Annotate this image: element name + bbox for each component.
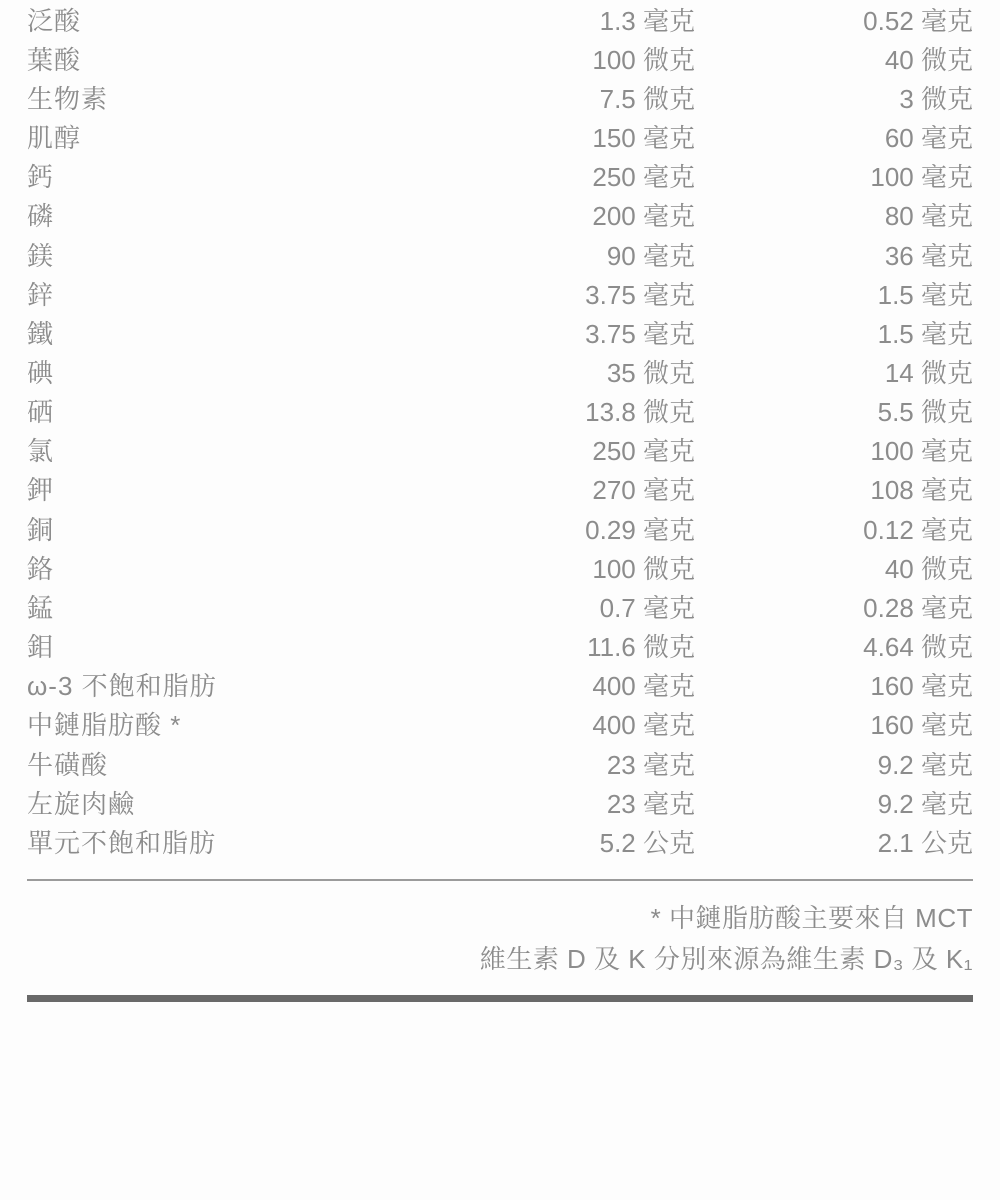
nutrient-label: 錳 bbox=[27, 592, 55, 623]
nutrient-label: 生物素 bbox=[27, 83, 109, 114]
table-row bbox=[27, 40, 973, 79]
nutrient-value-col2: 0.28 毫克 bbox=[863, 592, 973, 623]
nutrient-value-col1: 400 毫克 bbox=[592, 710, 695, 741]
nutrient-value-col2: 9.2 毫克 bbox=[877, 788, 973, 819]
nutrient-value-col2: 36 毫克 bbox=[884, 240, 973, 271]
nutrient-value-col2: 100 毫克 bbox=[870, 162, 973, 193]
nutrient-value-col2: 160 毫克 bbox=[870, 671, 973, 702]
table-row bbox=[27, 79, 973, 118]
table-row bbox=[27, 706, 973, 745]
table-row bbox=[27, 118, 973, 157]
footnotes bbox=[27, 898, 973, 980]
footnote-vitamin-sources: 維生素 D 及 K 分別來源為維生素 D₃ 及 K₁ bbox=[479, 944, 973, 975]
nutrient-value-col1: 7.5 微克 bbox=[599, 83, 695, 114]
nutrient-value-col2: 60 毫克 bbox=[884, 123, 973, 154]
nutrient-value-col2: 1.5 毫克 bbox=[877, 318, 973, 349]
nutrient-value-col1: 5.2 公克 bbox=[599, 827, 695, 858]
nutrient-value-col1: 250 毫克 bbox=[592, 162, 695, 193]
table-row bbox=[27, 784, 973, 823]
nutrient-value-col2: 0.12 毫克 bbox=[863, 514, 973, 545]
table-row bbox=[27, 275, 973, 314]
nutrient-label: 磷 bbox=[27, 201, 55, 232]
nutrient-value-col2: 160 毫克 bbox=[870, 710, 973, 741]
nutrient-value-col2: 40 微克 bbox=[884, 553, 973, 584]
table-row bbox=[27, 158, 973, 197]
table-row bbox=[27, 432, 973, 471]
nutrient-value-col2: 100 毫克 bbox=[870, 436, 973, 467]
table-row bbox=[27, 353, 973, 392]
nutrient-table bbox=[27, 0, 973, 862]
table-row bbox=[27, 588, 973, 627]
table-row bbox=[27, 549, 973, 588]
nutrient-value-col1: 0.7 毫克 bbox=[599, 592, 695, 623]
nutrient-value-col2: 14 微克 bbox=[884, 357, 973, 388]
nutrient-value-col1: 23 毫克 bbox=[606, 749, 695, 780]
nutrient-value-col2: 1.5 毫克 bbox=[877, 279, 973, 310]
nutrient-label: 碘 bbox=[27, 357, 55, 388]
nutrient-value-col1: 13.8 微克 bbox=[585, 397, 695, 428]
nutrient-label: 鈣 bbox=[27, 162, 55, 193]
nutrient-value-col1: 3.75 毫克 bbox=[585, 318, 695, 349]
nutrient-value-col1: 270 毫克 bbox=[592, 475, 695, 506]
nutrient-value-col1: 23 毫克 bbox=[606, 788, 695, 819]
nutrient-value-col1: 400 毫克 bbox=[592, 671, 695, 702]
nutrient-label: 中鏈脂肪酸 * bbox=[27, 710, 182, 741]
table-row bbox=[27, 314, 973, 353]
nutrient-value-col1: 1.3 毫克 bbox=[599, 5, 695, 36]
table-row bbox=[27, 823, 973, 862]
table-row bbox=[27, 667, 973, 706]
nutrient-label: 鉬 bbox=[27, 632, 55, 663]
nutrient-label: 肌醇 bbox=[27, 123, 82, 154]
nutrient-value-col1: 100 微克 bbox=[592, 553, 695, 584]
nutrient-label: 鉻 bbox=[27, 553, 55, 584]
nutrient-value-col2: 80 毫克 bbox=[884, 201, 973, 232]
nutrient-value-col1: 250 毫克 bbox=[592, 436, 695, 467]
nutrient-value-col1: 200 毫克 bbox=[592, 201, 695, 232]
nutrient-label: 單元不飽和脂肪 bbox=[27, 827, 217, 858]
table-row bbox=[27, 236, 973, 275]
nutrient-label: 氯 bbox=[27, 436, 55, 467]
table-row bbox=[27, 471, 973, 510]
nutrient-label: 硒 bbox=[27, 397, 55, 428]
nutrient-label: 鐵 bbox=[27, 318, 55, 349]
nutrient-label: 泛酸 bbox=[27, 5, 82, 36]
nutrient-value-col2: 5.5 微克 bbox=[877, 397, 973, 428]
nutrient-label: 銅 bbox=[27, 514, 55, 545]
nutrient-value-col1: 100 微克 bbox=[592, 44, 695, 75]
nutrient-value-col1: 11.6 微克 bbox=[587, 632, 695, 663]
table-row bbox=[27, 510, 973, 549]
nutrient-label: 左旋肉鹼 bbox=[27, 788, 136, 819]
table-row bbox=[27, 1, 973, 40]
nutrient-label: 牛磺酸 bbox=[27, 749, 109, 780]
nutrient-label: 鎂 bbox=[27, 240, 55, 271]
nutrient-value-col2: 108 毫克 bbox=[870, 475, 973, 506]
nutrient-value-col2: 4.64 微克 bbox=[863, 632, 973, 663]
nutrient-value-col1: 3.75 毫克 bbox=[585, 279, 695, 310]
nutrient-label: 鋅 bbox=[27, 279, 55, 310]
table-bottom-divider bbox=[27, 879, 973, 881]
nutrient-label: 葉酸 bbox=[27, 44, 82, 75]
table-row bbox=[27, 393, 973, 432]
panel-bottom-rule bbox=[27, 995, 973, 1002]
nutrient-label: 鉀 bbox=[27, 475, 55, 506]
nutrient-value-col2: 40 微克 bbox=[884, 44, 973, 75]
nutrient-value-col1: 0.29 毫克 bbox=[585, 514, 695, 545]
nutrient-value-col1: 90 毫克 bbox=[606, 240, 695, 271]
footnote-mct: * 中鏈脂肪酸主要來自 MCT bbox=[650, 903, 973, 934]
table-row bbox=[27, 745, 973, 784]
nutrient-value-col1: 35 微克 bbox=[606, 357, 695, 388]
nutrient-value-col2: 9.2 毫克 bbox=[877, 749, 973, 780]
nutrient-value-col2: 2.1 公克 bbox=[877, 827, 973, 858]
table-row bbox=[27, 628, 973, 667]
nutrient-label: ω-3 不飽和脂肪 bbox=[27, 671, 217, 702]
table-row bbox=[27, 197, 973, 236]
nutrient-value-col2: 0.52 毫克 bbox=[863, 5, 973, 36]
nutrient-value-col2: 3 微克 bbox=[899, 83, 973, 114]
nutrient-value-col1: 150 毫克 bbox=[592, 123, 695, 154]
